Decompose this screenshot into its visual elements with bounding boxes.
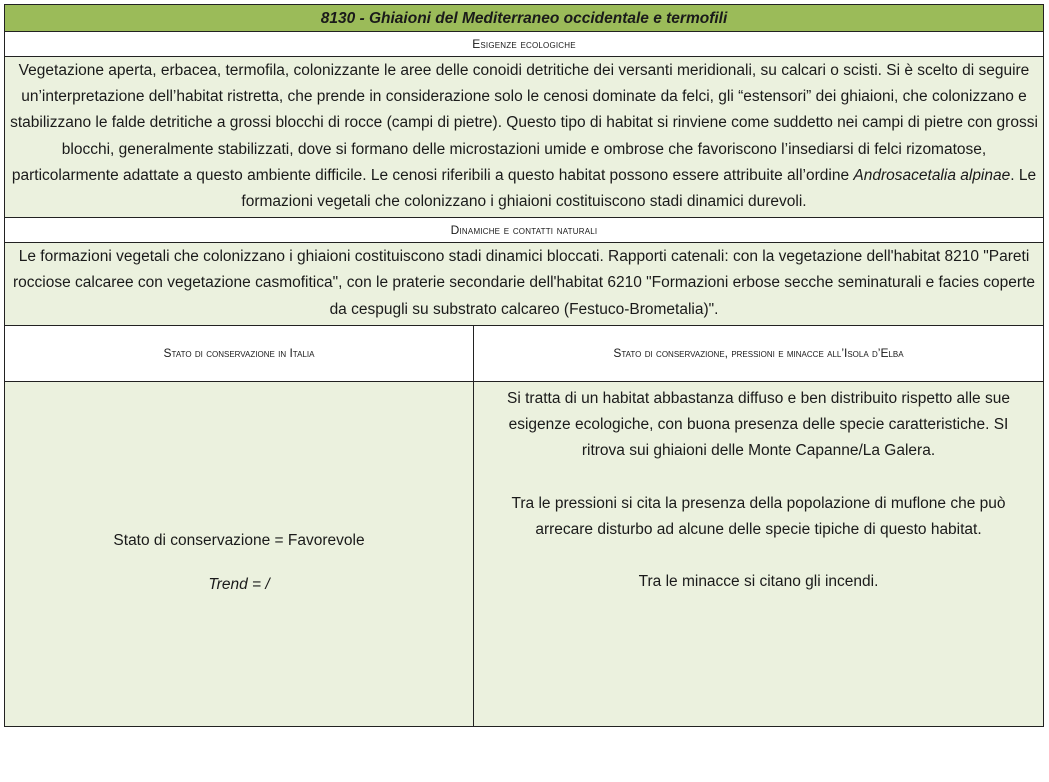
- italy-conservation-cell: [5, 382, 474, 726]
- dynamics-header: Dinamiche e contatti naturali: [4, 218, 1044, 243]
- italy-conservation-header: Stato di conservazione in Italia: [5, 326, 474, 381]
- italy-conservation-trend: Trend = /: [208, 575, 270, 593]
- elba-paragraph-3: Tra le minacce si citano gli incendi.: [638, 573, 879, 591]
- ecology-text-main: Vegetazione aperta, erbacea, termofila, colonizzante le aree delle conoidi detritiche dei versanti meridionali, su calcari o scisti. Si è scelto di seguire un’interpretazione dell’habitat ristretta, che prende in considerazione solo le cenosi dominate da felci, gli “estensori” dei ghiaioni, che colonizzano e stabilizzano le falde detritiche a grossi blocchi di rocce (campi di pietre). Questo tipo di habitat si rinviene come suddetto nei campi di pietre con grossi blocchi, generalmente stabilizzati, dove si formano delle microstazioni umide e ombrose che favoriscono l’insediarsi di felci rizomatose, particolarmente adattate a questo ambiente difficile. Le cenosi riferibili a questo habitat possono essere attribuite all’ordine: [10, 62, 1038, 184]
- elba-paragraph-1: Si tratta di un habitat abbastanza diffuso e ben distribuito rispetto alle sue esigenze ecologiche, con buona presenza delle specie caratteristiche. SI ritrova sui ghiaioni delle Monte Capanne/La Galera.: [507, 389, 1010, 460]
- table-title: 8130 - Ghiaioni del Mediterraneo occidentale e termofili: [4, 4, 1044, 32]
- elba-conservation-cell: [474, 382, 1043, 726]
- conservation-header-row: [4, 326, 1044, 382]
- habitat-table: [4, 4, 1044, 727]
- dynamics-text: Le formazioni vegetali che colonizzano i ghiaioni costituiscono stadi dinamici bloccati. Rapporti catenali: con la vegetazione dell'habitat 8210 "Pareti rocciose calcaree con vegetazione casmofitica", con le praterie secondarie dell'habitat 6210 "Formazioni erbose secche seminaturali e facies coperte da cespugli su substrato calcareo (Festuco-Brometalia)".: [4, 243, 1044, 326]
- ecology-text-end: . Le formazioni vegetali che colonizzano i ghiaioni costituiscono stadi dinamici durevoli.: [241, 166, 1037, 211]
- italy-conservation-status: Stato di conservazione = Favorevole: [113, 531, 365, 549]
- ecology-text: [4, 57, 1044, 218]
- ecology-text-order: Androsacetalia alpinae: [853, 166, 1011, 184]
- elba-paragraph-2: Tra le pressioni si cita la presenza della popolazione di muflone che può arrecare disturbo ad alcune delle specie tipiche di questo habitat.: [511, 494, 1006, 538]
- ecology-header: Esigenze ecologiche: [4, 32, 1044, 57]
- conservation-body-row: [4, 382, 1044, 727]
- elba-conservation-header: Stato di conservazione, pressioni e minacce all’Isola d’Elba: [613, 346, 904, 361]
